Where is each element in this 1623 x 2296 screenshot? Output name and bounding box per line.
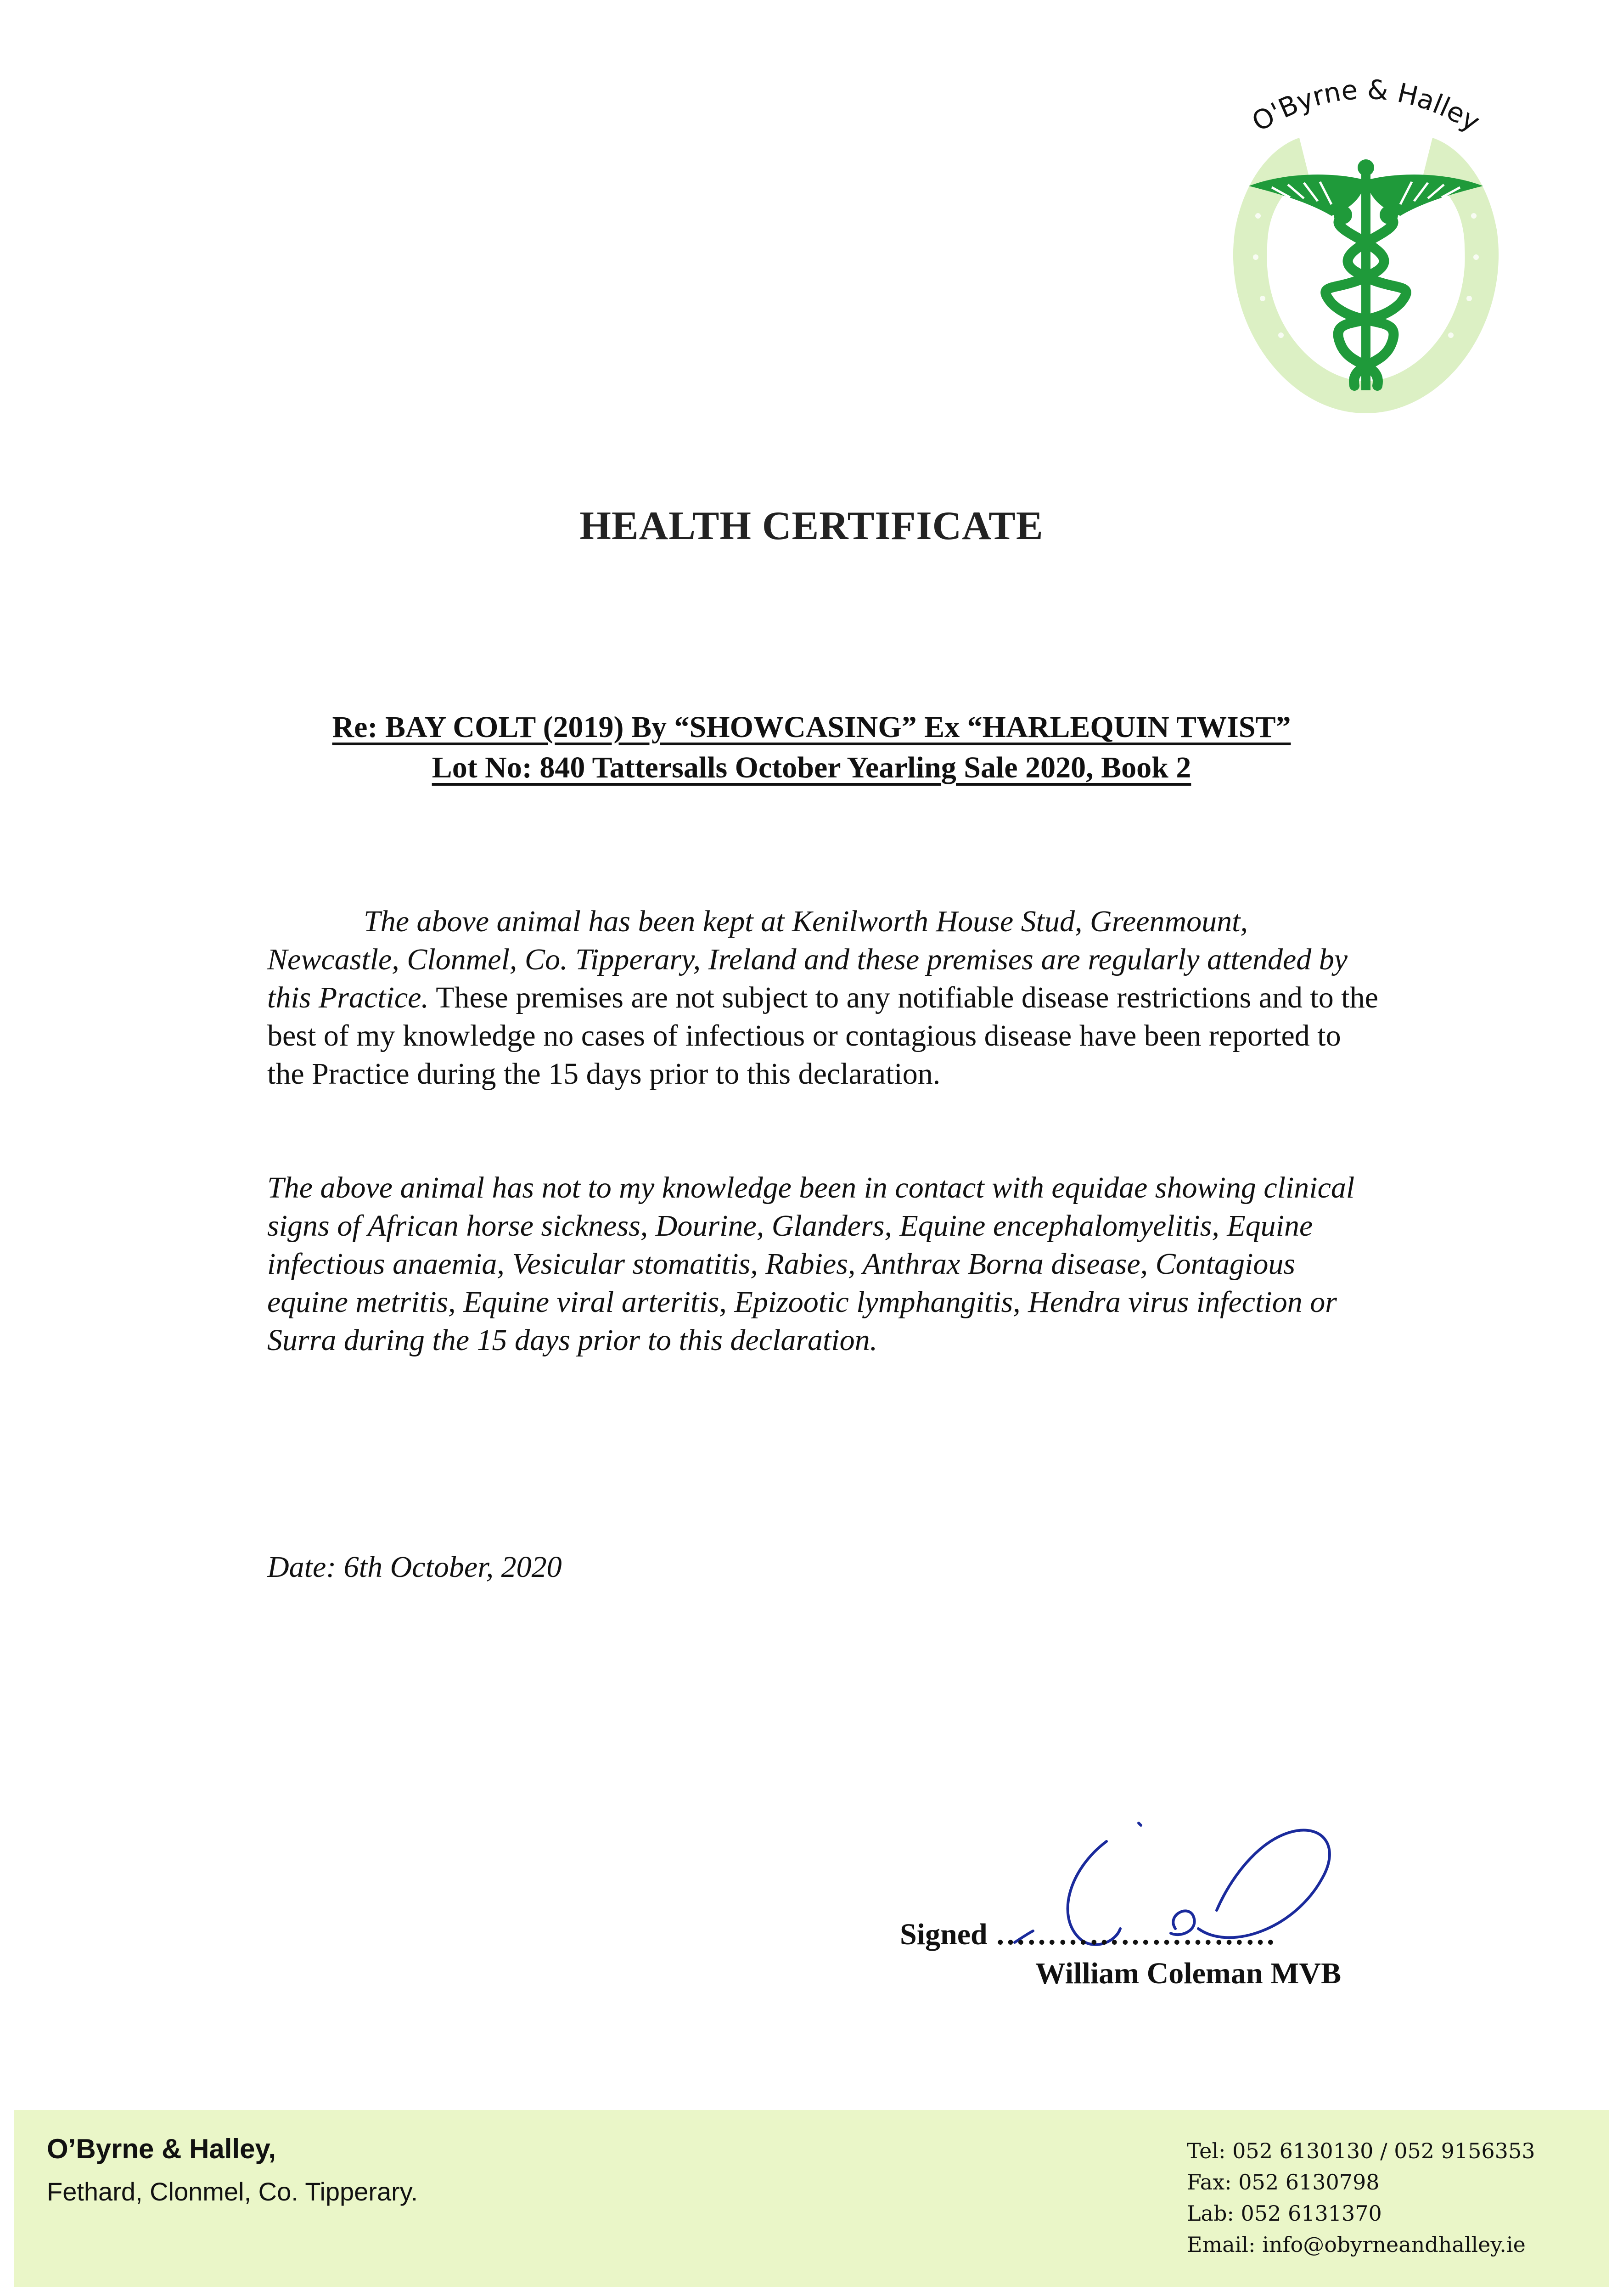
document-title: HEALTH CERTIFICATE: [579, 504, 1044, 548]
footer-tel: Tel: 052 6130130 / 052 9156353: [1187, 2138, 1535, 2163]
footer-contact-block: [1187, 2135, 1535, 2260]
practice-logo: [1194, 64, 1538, 450]
signature-line: ………………………: [995, 1918, 1276, 1951]
reference-block: [0, 707, 1623, 788]
premises-paragraph: [267, 902, 1378, 1093]
footer-address: Fethard, Clonmel, Co. Tipperary.: [47, 2177, 418, 2206]
logo-text: O'Byrne & Halley: [1247, 73, 1486, 138]
footer-email[interactable]: Email: info@obyrneandhalley.ie: [1187, 2232, 1526, 2257]
certificate-date: Date: 6th October, 2020: [267, 1550, 562, 1584]
contact-paragraph: The above animal has not to my knowledge been in contact with equidae showing clinical signs of African horse sickness, Dourine, Glanders, Equine encephalomyelitis, Equine infectious anaemia, Vesicular stomatitis, Rabies, Anthrax Borna disease, Contagious equine metritis, Equine viral arteritis, Epizootic lymphangitis, Hendra virus infection or Surra during the 15 days prior to this declaration.: [267, 1171, 1355, 1357]
premises-normal-text: These premises are not subject to any notifiable disease restrictions and to the best of my knowledge no cases of infectious or contagious disease have been reported to the Practice during the 15 days prior to this declaration.: [267, 981, 1378, 1091]
premises-italic-text: The above animal has been kept at Kenilworth House Stud, Greenmount, Newcastle, Clonmel, Co. Tipperary, Ireland and these premises are regularly attended by this Practice.: [267, 905, 1348, 1014]
signed-label: Signed: [900, 1918, 988, 1951]
reference-line-1: Re: BAY COLT (2019) By “SHOWCASING” Ex “HARLEQUIN TWIST”: [332, 710, 1291, 744]
footer-bar: [14, 2110, 1609, 2287]
footer-fax: Fax: 052 6130798: [1187, 2170, 1380, 2195]
footer-practice-name: O’Byrne & Halley,: [47, 2133, 276, 2164]
signer-name: William Coleman MVB: [1035, 1957, 1342, 1990]
footer-lab: Lab: 052 6131370: [1187, 2201, 1382, 2226]
reference-line-2: Lot No: 840 Tattersalls October Yearling Sale 2020, Book 2: [432, 751, 1191, 784]
